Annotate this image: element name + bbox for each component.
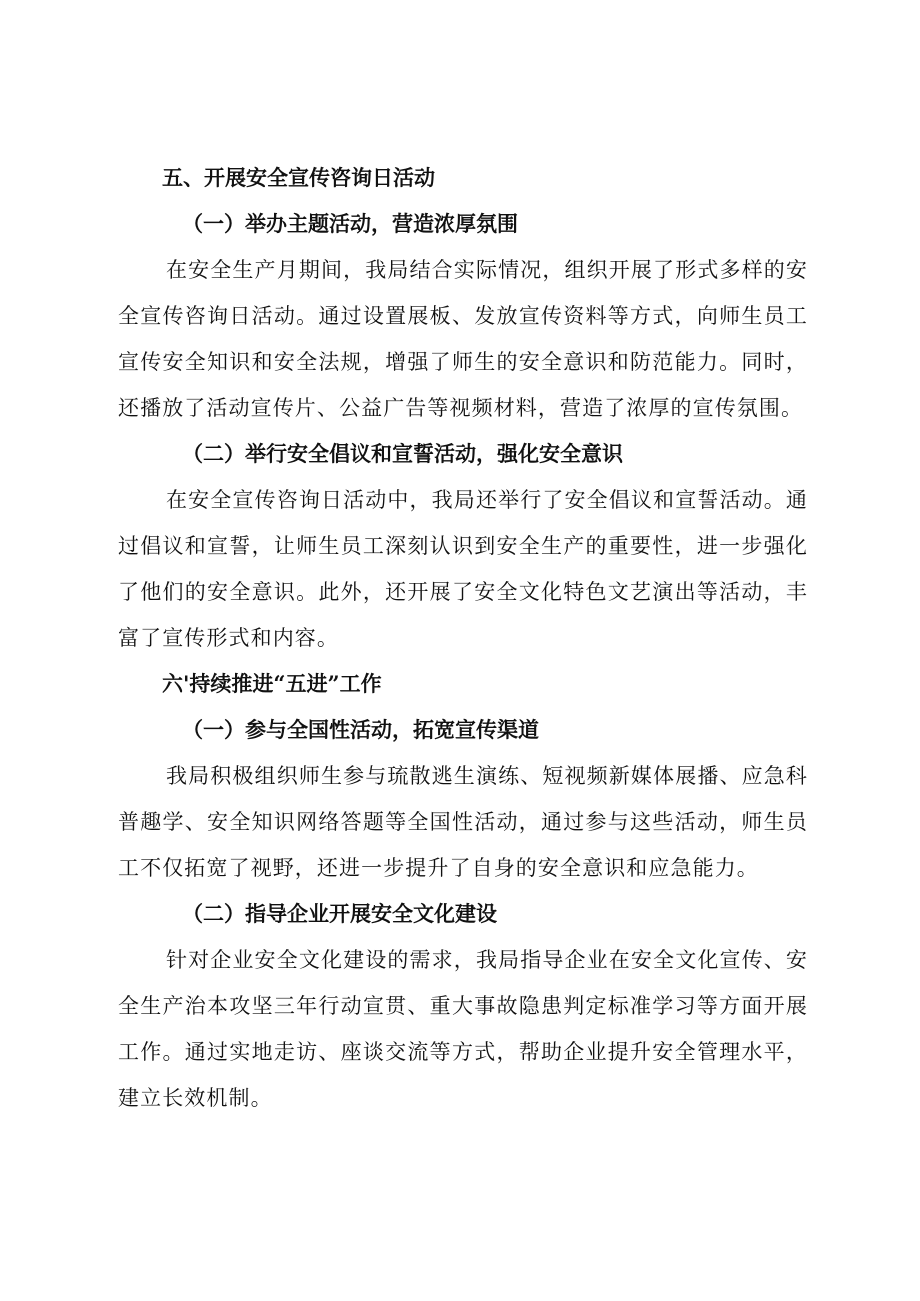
subsection-heading: （一）举办主题活动，营造浓厚氛围 xyxy=(182,211,518,236)
paragraph: 在安全宣传咨询日活动中，我局还举行了安全倡议和宣誓活动。通过倡议和宣誓，让师生员工深刻认识到安全生产的重要性，进一步强化了他们的安全意识。此外，还开展了安全文化特色文艺演出等活动，丰富了宣传形式和内容。 xyxy=(118,488,808,650)
paragraph: 在安全生产月期间，我局结合实际情况，组织开展了形式多样的安全宣传咨询日活动。通过设置展板、发放宣传资料等方式，向师生员工宣传安全知识和安全法规，增强了师生的安全意识和防范能力。同时，还播放了活动宣传片、公益广告等视频材料，营造了浓厚的宣传氛围。 xyxy=(118,258,808,420)
subsection-heading: （一）参与全国性活动，拓宽宣传渠道 xyxy=(182,717,539,742)
subsection xyxy=(118,891,808,1121)
subsection xyxy=(118,201,808,431)
section-six xyxy=(118,661,808,1121)
subsection xyxy=(118,431,808,661)
section-heading: 六'持续推进“五进”工作 xyxy=(162,671,382,696)
section-heading: 五、开展安全宣传咨询日活动 xyxy=(162,165,435,190)
document-body xyxy=(118,155,808,1121)
section-five xyxy=(118,155,808,661)
subsection xyxy=(118,707,808,891)
paragraph: 针对企业安全文化建设的需求，我局指导企业在安全文化宣传、安全生产治本攻坚三年行动宣贯、重大事故隐患判定标准学习等方面开展工作。通过实地走访、座谈交流等方式，帮助企业提升安全管理水平，建立长效机制。 xyxy=(118,948,808,1110)
paragraph: 我局积极组织师生参与琉散逃生演练、短视频新媒体展播、应急科普趣学、安全知识网络答题等全国性活动，通过参与这些活动，师生员工不仅拓宽了视野，还进一步提升了自身的安全意识和应急能力。 xyxy=(118,764,808,880)
subsection-heading: （二）举行安全倡议和宣誓活动，强化安全意识 xyxy=(182,441,623,466)
subsection-heading: （二）指导企业开展安全文化建设 xyxy=(182,901,497,926)
